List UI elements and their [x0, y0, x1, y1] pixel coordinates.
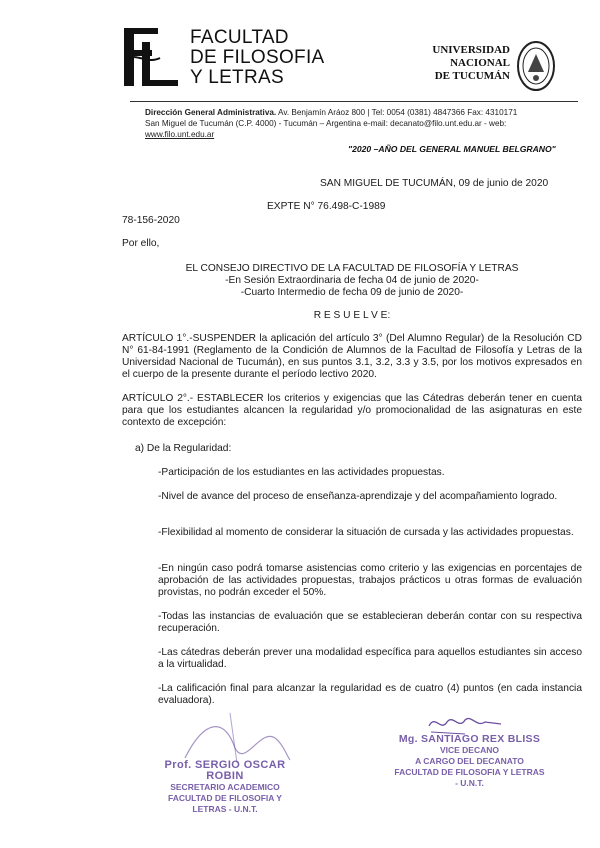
year-motto: "2020 –AÑO DEL GENERAL MANUEL BELGRANO" [348, 144, 556, 154]
left-signer-role: SECRETARIO ACADEMICO [170, 782, 280, 792]
address-line2: San Miguel de Tucumán (C.P. 4000) - Tucumán – Argentina e-mail: decanato@filo.unt.edu.ar - web: [145, 119, 507, 128]
header-address [145, 107, 517, 140]
address-department: Dirección General Administrativa. [145, 108, 277, 117]
resuelve-heading: R E S U E L V E: [313, 310, 391, 321]
university-name-line3: DE TUCUMÁN [434, 70, 510, 82]
regularity-point-5: -Todas las instancias de evaluación que se establecieran deberán contar con su respectiva recuperación. [158, 611, 582, 634]
reference-number: 78-156-2020 [122, 215, 180, 226]
regularity-point-7: -La calificación final para alcanzar la regularidad es de cuatro (4) puntos (en cada instancia evaluadora). [158, 683, 582, 706]
right-signer-org: FACULTAD DE FILOSOFIA Y LETRAS - U.N.T. [394, 767, 545, 788]
regularity-point-6: -Las cátedras deberán prever una modalidad específica para aquellos estudiantes sin acceso a la virtualidad. [158, 647, 582, 670]
session-extraordinaria: -En Sesión Extraordinaria de fecha 04 de junio de 2020- [225, 275, 479, 286]
regularity-point-4: -En ningún caso podrá tomarse asistencias como criterio y las exigencias en porcentajes de aprobación de las actividades propuestas, trabajos prácticos u otras formas de evaluación provistas, no podrán exceder el 50%. [158, 563, 582, 598]
right-signer-role: VICE DECANO [439, 745, 500, 755]
article-1: ARTÍCULO 1°.-SUSPENDER la aplicación del artículo 3° (Del Alumno Regular) de la Resolución CD N° 61-84-1991 (Reglamento de la Condición de Alumnos de la Facultad de Filosofía y Letras de la Universidad Nacional de Tucumán), en sus puntos 3.1, 3.2, 3.3 y 3.5, por los motivos expresados en el cuerpo de la presente durante el período lectivo 2020. [122, 333, 582, 380]
item-a-heading: a) De la Regularidad: [135, 443, 232, 454]
faculty-title [190, 28, 325, 88]
place-date: SAN MIGUEL DE TUCUMÁN, 09 de junio de 2020 [320, 178, 549, 189]
regularity-point-2: -Nivel de avance del proceso de enseñanza-aprendizaje y del acompañamiento logrado. [158, 491, 558, 502]
session-cuarto-intermedio: -Cuarto Intermedio de fecha 09 de junio de 2020- [240, 287, 464, 298]
university-name [430, 44, 510, 83]
left-signer-org: FACULTAD DE FILOSOFIA Y LETRAS - U.N.T. [168, 793, 282, 814]
faculty-title-line3: Y LETRAS [190, 67, 284, 88]
address-web[interactable]: www.filo.unt.edu.ar [145, 130, 215, 139]
university-name-line2: NACIONAL [450, 57, 510, 69]
regularity-point-1: -Participación de los estudiantes en las actividades propuestas. [158, 467, 445, 478]
university-seal-icon [516, 40, 556, 92]
council-title: EL CONSEJO DIRECTIVO DE LA FACULTAD DE FILOSOFÍA Y LETRAS [185, 263, 519, 274]
right-signer-name: Mg. SANTIAGO REX BLISS [398, 733, 541, 745]
address-line1-rest: Av. Benjamín Aráoz 800 | Tel: 0054 (0381) 4847366 Fax: 4310171 [276, 108, 518, 117]
faculty-title-line1: FACULTAD [190, 27, 289, 48]
header-rule [130, 101, 578, 102]
faculty-logo [118, 24, 186, 90]
left-signer-name: Prof. SERGIO OSCAR ROBIN [164, 759, 286, 782]
right-signer-role-2: A CARGO DEL DECANATO [415, 756, 524, 766]
por-ello: Por ello, [122, 238, 160, 249]
faculty-title-line2: DE FILOSOFIA [190, 47, 325, 68]
right-signature-stamp [392, 734, 547, 789]
left-signature-stamp [150, 760, 300, 815]
article-2: ARTÍCULO 2°.- ESTABLECER los criterios y exigencias que las Cátedras deberán tener en cuenta para que los estudiantes alcancen la regularidad y/o promocionalidad de las asignaturas en este contexto de excepción: [122, 393, 582, 428]
university-name-line1: UNIVERSIDAD [432, 44, 510, 56]
regularity-point-3: -Flexibilidad al momento de considerar la situación de cursada y las actividades propuestas. [158, 527, 574, 538]
council-heading [122, 263, 582, 299]
address-line1 [145, 107, 517, 118]
expte-number: EXPTE N° 76.498-C-1989 [267, 201, 386, 212]
